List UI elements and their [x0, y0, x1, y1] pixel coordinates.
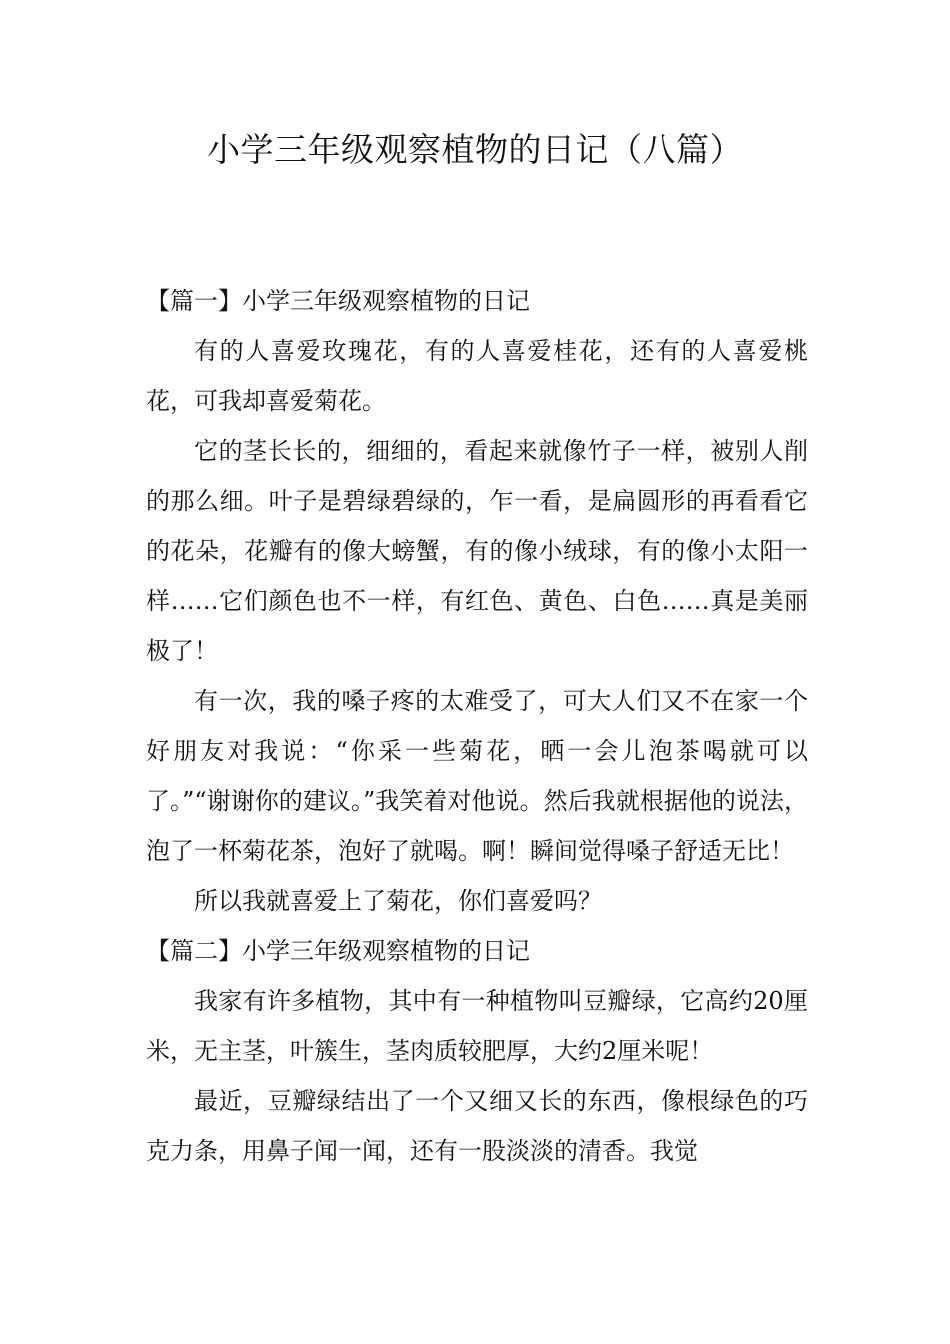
paragraph: 我家有许多植物，其中有一种植物叫豆瓣绿，它高约20厘米，无主茎，叶簇生，茎肉质较肥厚，大约2厘米呢！: [146, 987, 808, 1065]
paragraph: 最近，豆瓣绿结出了一个又细又长的东西，像根绿色的巧克力条，用鼻子闻一闻，还有一股淡淡的清香。我觉: [146, 1087, 808, 1165]
paragraph: 所以我就喜爱上了菊花，你们喜爱吗？: [194, 887, 602, 915]
section-heading: 【篇一】小学三年级观察植物的日记: [146, 287, 530, 315]
paragraph: 它的茎长长的，细细的，看起来就像竹子一样，被别人削的那么细。叶子是碧绿碧绿的，乍一看，是扁圆形的再看看它的花朵，花瓣有的像大螃蟹，有的像小绒球，有的像小太阳一样……它们颜色也不一样，有红色、黄色、白色……真是美丽极了！: [146, 437, 808, 665]
section-heading: 【篇二】小学三年级观察植物的日记: [146, 937, 530, 965]
document-body: [146, 276, 808, 1176]
document-title: 小学三年级观察植物的日记（八篇）: [207, 130, 743, 169]
paragraph: 有一次，我的嗓子疼的太难受了，可大人们又不在家一个好朋友对我说：“你采一些菊花，晒一会儿泡茶喝就可以了。”“谢谢你的建议。”我笑着对他说。然后我就根据他的说法，泡了一杯菊花茶，泡好了就喝。啊！瞬间觉得嗓子舒适无比！: [146, 687, 808, 865]
paragraph: 有的人喜爱玫瑰花，有的人喜爱桂花，还有的人喜爱桃花，可我却喜爱菊花。: [146, 337, 808, 415]
